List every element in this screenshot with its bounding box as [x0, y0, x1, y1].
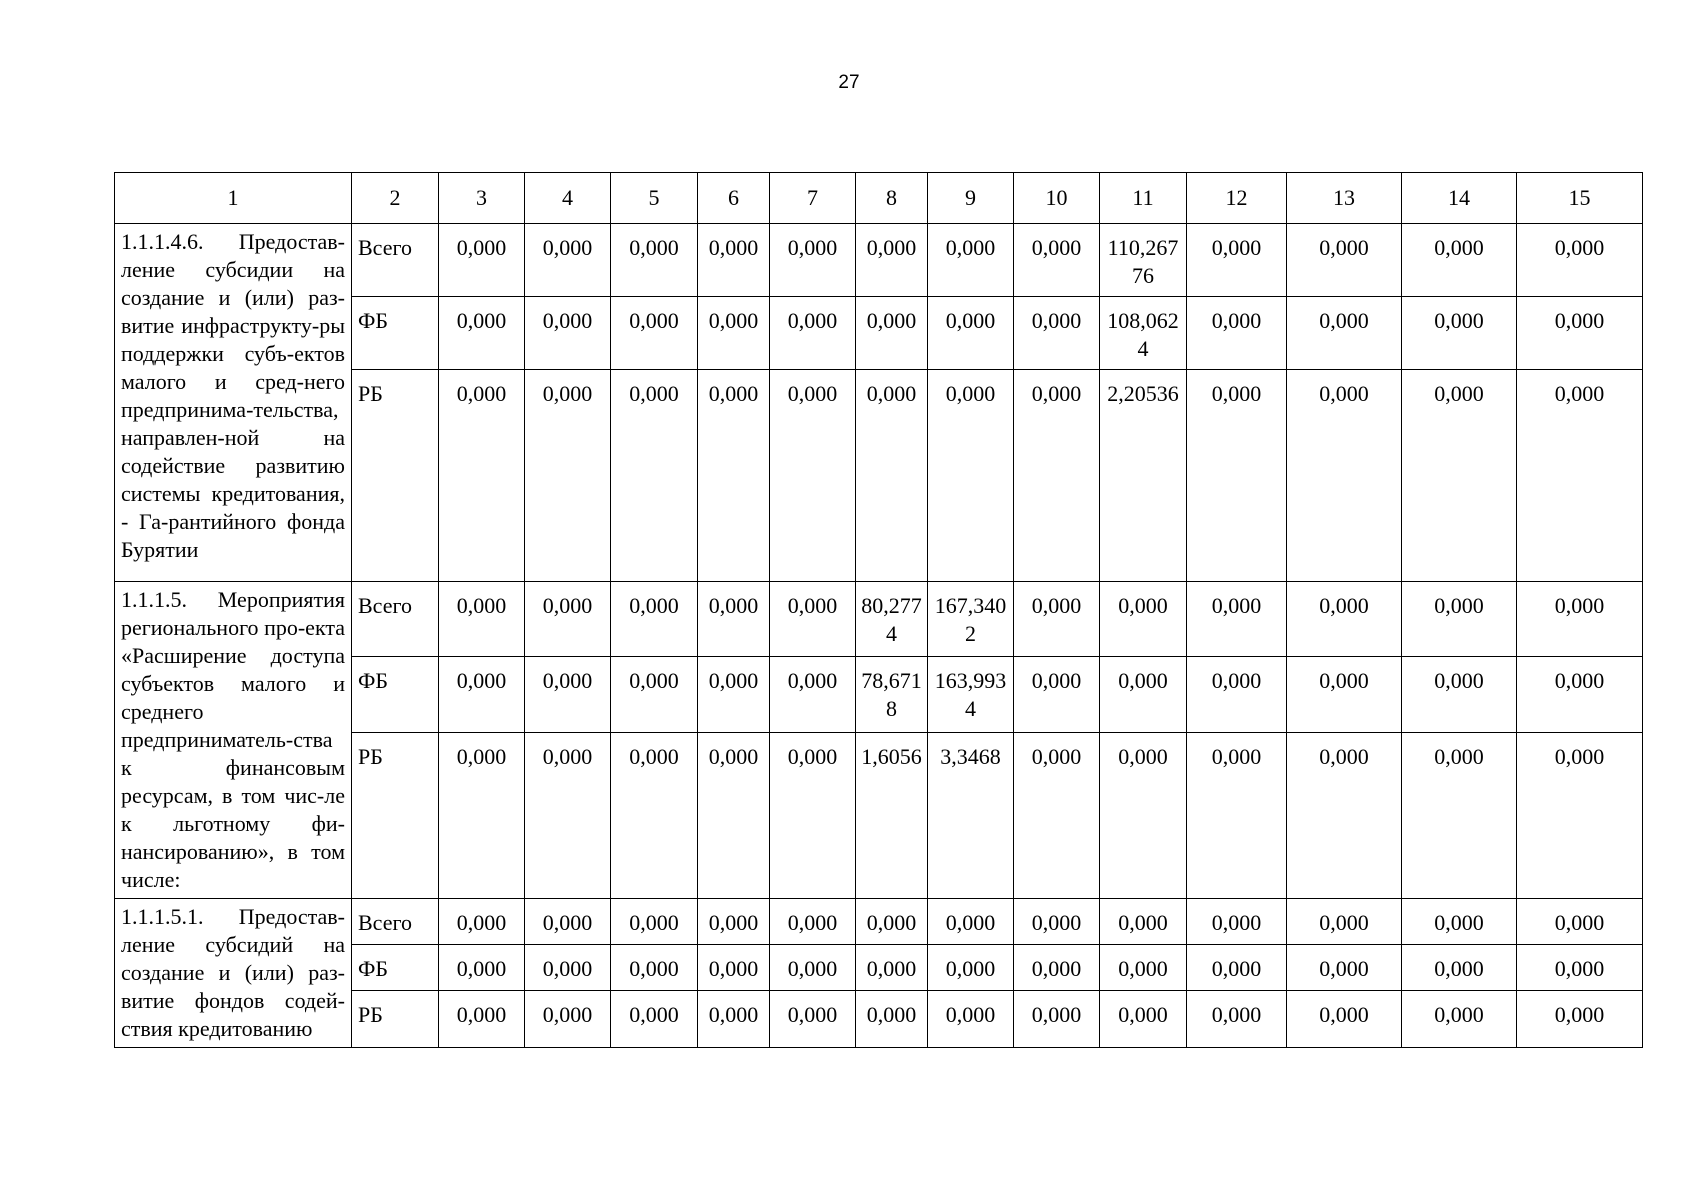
value-cell: 0,000 — [439, 582, 525, 657]
value-cell: 0,000 — [611, 945, 698, 991]
value-cell: 0,000 — [439, 991, 525, 1048]
value-cell: 0,000 — [1402, 991, 1517, 1048]
value-cell: 0,000 — [1187, 224, 1287, 297]
value-cell: 0,000 — [611, 899, 698, 945]
value-cell: 0,000 — [1014, 945, 1100, 991]
value-cell: 0,000 — [1187, 945, 1287, 991]
value-cell: 0,000 — [1287, 370, 1402, 582]
value-cell: 163,9934 — [928, 657, 1014, 732]
value-cell: 0,000 — [1287, 899, 1402, 945]
value-cell: 0,000 — [1014, 732, 1100, 898]
value-cell: 0,000 — [611, 582, 698, 657]
activity-name — [115, 899, 352, 1048]
value-cell: 110,26776 — [1100, 224, 1187, 297]
value-cell: 0,000 — [1014, 899, 1100, 945]
value-cell: 0,000 — [1187, 370, 1287, 582]
value-cell: 0,000 — [439, 224, 525, 297]
table-row — [115, 899, 1643, 945]
value-cell: 0,000 — [698, 991, 770, 1048]
funding-source: Всего — [352, 899, 439, 945]
activity-name-text: 1.1.1.5.1. Предостав-ление субсидий на создание и (или) раз-витие фондов содей-ствия кредитованию — [121, 904, 345, 1041]
column-header-15: 15 — [1517, 173, 1643, 224]
funding-source: ФБ — [352, 945, 439, 991]
value-cell: 0,000 — [770, 224, 856, 297]
value-cell: 0,000 — [1187, 732, 1287, 898]
activity-name — [115, 224, 352, 582]
value-cell: 0,000 — [439, 945, 525, 991]
table-row — [115, 582, 1643, 657]
value-cell: 0,000 — [525, 224, 611, 297]
value-cell: 0,000 — [1187, 899, 1287, 945]
value-cell: 0,000 — [1100, 582, 1187, 657]
value-cell: 0,000 — [698, 224, 770, 297]
funding-source: Всего — [352, 582, 439, 657]
value-cell: 0,000 — [856, 899, 928, 945]
value-cell: 0,000 — [1287, 991, 1402, 1048]
column-header-12: 12 — [1187, 173, 1287, 224]
value-cell: 0,000 — [1402, 945, 1517, 991]
value-cell: 0,000 — [525, 370, 611, 582]
funding-source: Всего — [352, 224, 439, 297]
value-cell: 0,000 — [928, 991, 1014, 1048]
header-row — [115, 173, 1643, 224]
value-cell: 0,000 — [525, 582, 611, 657]
value-cell: 0,000 — [856, 945, 928, 991]
value-cell: 0,000 — [698, 297, 770, 370]
value-cell: 0,000 — [1402, 657, 1517, 732]
column-header-1: 1 — [115, 173, 352, 224]
financing-table — [114, 172, 1643, 1048]
column-header-3: 3 — [439, 173, 525, 224]
table-body — [115, 224, 1643, 1048]
value-cell: 0,000 — [439, 370, 525, 582]
value-cell: 0,000 — [1187, 991, 1287, 1048]
value-cell: 0,000 — [611, 224, 698, 297]
column-header-11: 11 — [1100, 173, 1187, 224]
value-cell: 0,000 — [525, 657, 611, 732]
value-cell: 3,3468 — [928, 732, 1014, 898]
funding-source: ФБ — [352, 657, 439, 732]
value-cell: 0,000 — [1014, 582, 1100, 657]
value-cell: 0,000 — [770, 991, 856, 1048]
value-cell: 0,000 — [611, 657, 698, 732]
value-cell: 0,000 — [698, 732, 770, 898]
value-cell: 167,3402 — [928, 582, 1014, 657]
column-header-10: 10 — [1014, 173, 1100, 224]
value-cell: 0,000 — [611, 370, 698, 582]
value-cell: 0,000 — [611, 732, 698, 898]
value-cell: 0,000 — [1517, 657, 1643, 732]
value-cell: 0,000 — [1287, 224, 1402, 297]
column-header-13: 13 — [1287, 173, 1402, 224]
value-cell: 0,000 — [698, 657, 770, 732]
value-cell: 0,000 — [1187, 582, 1287, 657]
value-cell: 0,000 — [1517, 370, 1643, 582]
value-cell: 0,000 — [1402, 370, 1517, 582]
value-cell: 0,000 — [525, 991, 611, 1048]
value-cell: 0,000 — [698, 899, 770, 945]
value-cell: 0,000 — [1187, 297, 1287, 370]
activity-name-text: 1.1.1.4.6. Предостав-ление субсидии на создание и (или) раз-витие инфраструкту-ры поддержки субъ-ектов малого и сред-него предпринима-тельства, направлен-ной на содействие развитию системы кредитования, - Га-рантийного фонда Бурятии — [121, 229, 345, 562]
value-cell: 0,000 — [1402, 582, 1517, 657]
value-cell: 0,000 — [856, 224, 928, 297]
value-cell: 78,6718 — [856, 657, 928, 732]
value-cell: 0,000 — [1287, 657, 1402, 732]
value-cell: 0,000 — [525, 945, 611, 991]
page-number: 27 — [838, 72, 860, 93]
value-cell: 0,000 — [770, 657, 856, 732]
value-cell: 0,000 — [1402, 224, 1517, 297]
funding-source: РБ — [352, 732, 439, 898]
column-header-4: 4 — [525, 173, 611, 224]
value-cell: 0,000 — [1100, 991, 1187, 1048]
table-row — [115, 224, 1643, 297]
column-header-9: 9 — [928, 173, 1014, 224]
value-cell: 0,000 — [770, 899, 856, 945]
value-cell: 0,000 — [525, 297, 611, 370]
value-cell: 0,000 — [928, 297, 1014, 370]
value-cell: 0,000 — [525, 899, 611, 945]
funding-source: ФБ — [352, 297, 439, 370]
value-cell: 0,000 — [1287, 297, 1402, 370]
value-cell: 0,000 — [439, 899, 525, 945]
value-cell: 0,000 — [698, 370, 770, 582]
value-cell: 0,000 — [1287, 945, 1402, 991]
value-cell: 0,000 — [1100, 899, 1187, 945]
column-header-6: 6 — [698, 173, 770, 224]
value-cell: 2,20536 — [1100, 370, 1187, 582]
value-cell: 0,000 — [1517, 224, 1643, 297]
value-cell: 0,000 — [856, 991, 928, 1048]
value-cell: 0,000 — [1517, 732, 1643, 898]
value-cell: 0,000 — [770, 297, 856, 370]
funding-source: РБ — [352, 991, 439, 1048]
value-cell: 1,6056 — [856, 732, 928, 898]
value-cell: 0,000 — [439, 657, 525, 732]
value-cell: 0,000 — [1187, 657, 1287, 732]
value-cell: 0,000 — [1100, 732, 1187, 898]
value-cell: 0,000 — [770, 732, 856, 898]
value-cell: 0,000 — [439, 297, 525, 370]
value-cell: 0,000 — [1517, 991, 1643, 1048]
value-cell: 0,000 — [1517, 297, 1643, 370]
value-cell: 0,000 — [928, 899, 1014, 945]
value-cell: 0,000 — [1287, 732, 1402, 898]
value-cell: 0,000 — [1100, 657, 1187, 732]
column-header-7: 7 — [770, 173, 856, 224]
value-cell: 0,000 — [1014, 657, 1100, 732]
value-cell: 0,000 — [928, 224, 1014, 297]
value-cell: 0,000 — [928, 945, 1014, 991]
value-cell: 0,000 — [1287, 582, 1402, 657]
value-cell: 0,000 — [1014, 991, 1100, 1048]
value-cell: 0,000 — [1517, 945, 1643, 991]
value-cell: 0,000 — [698, 582, 770, 657]
column-header-5: 5 — [611, 173, 698, 224]
value-cell: 0,000 — [770, 370, 856, 582]
value-cell: 0,000 — [439, 732, 525, 898]
column-header-8: 8 — [856, 173, 928, 224]
value-cell: 0,000 — [770, 582, 856, 657]
value-cell: 0,000 — [856, 297, 928, 370]
value-cell: 0,000 — [856, 370, 928, 582]
column-header-2: 2 — [352, 173, 439, 224]
funding-source: РБ — [352, 370, 439, 582]
value-cell: 0,000 — [1402, 732, 1517, 898]
value-cell: 0,000 — [1517, 899, 1643, 945]
value-cell: 80,2774 — [856, 582, 928, 657]
value-cell: 0,000 — [525, 732, 611, 898]
value-cell: 0,000 — [1014, 297, 1100, 370]
value-cell: 0,000 — [928, 370, 1014, 582]
column-header-14: 14 — [1402, 173, 1517, 224]
value-cell: 0,000 — [1517, 582, 1643, 657]
value-cell: 0,000 — [698, 945, 770, 991]
value-cell: 0,000 — [1100, 945, 1187, 991]
activity-name — [115, 582, 352, 899]
value-cell: 0,000 — [1402, 297, 1517, 370]
value-cell: 0,000 — [611, 297, 698, 370]
value-cell: 0,000 — [1014, 370, 1100, 582]
value-cell: 0,000 — [770, 945, 856, 991]
activity-name-text: 1.1.1.5. Мероприятия регионального про-екта «Расширение доступа субъектов малого и среднего предприниматель-ства к финансовым ресурсам, в том чис-ле к льготному фи-нансированию», в том числе: — [121, 587, 345, 892]
value-cell: 0,000 — [1014, 224, 1100, 297]
value-cell: 0,000 — [1402, 899, 1517, 945]
value-cell: 0,000 — [611, 991, 698, 1048]
value-cell: 108,0624 — [1100, 297, 1187, 370]
